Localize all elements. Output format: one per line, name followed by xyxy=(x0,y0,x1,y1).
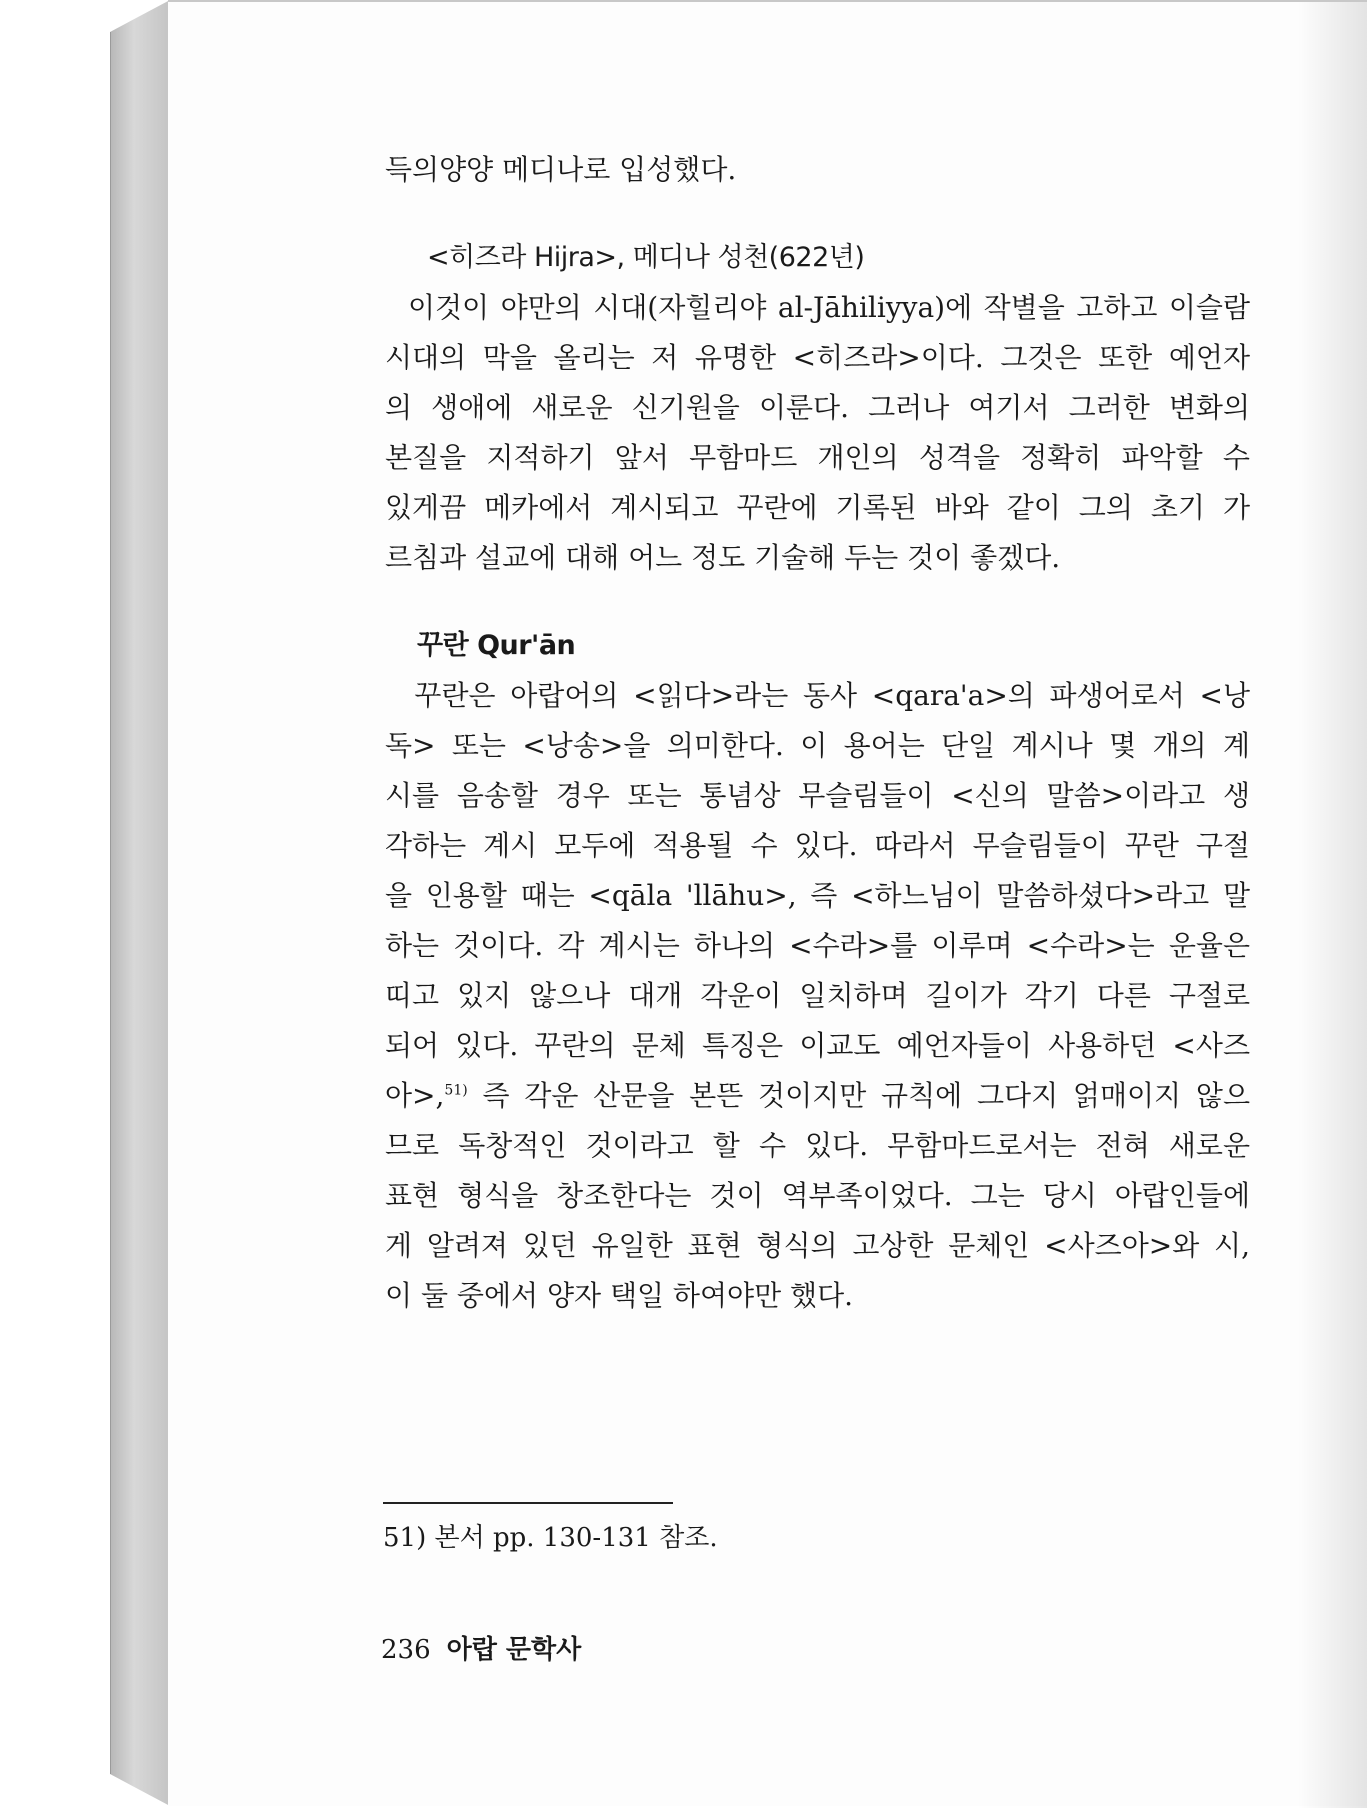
footnote-rule xyxy=(383,1502,673,1504)
footnote: 51) 본서 pp. 130-131 참조. xyxy=(383,1523,718,1553)
footnote-ref: 51) xyxy=(444,1082,468,1099)
text-fragment: 즉 각운 산문을 본뜬 것이지만 규칙에 그다지 얽매이지 않으 xyxy=(467,1079,1250,1112)
text-line: 띠고 있지 않으나 대개 각운이 일치하며 길이가 각기 다른 구절로 xyxy=(385,979,1250,1012)
text-line: 시대의 막을 올리는 저 유명한 <히즈라>이다. 그것은 또한 예언자 xyxy=(385,341,1250,374)
text-fragment: 아>, xyxy=(385,1079,445,1112)
spine-edge xyxy=(110,32,111,1774)
text-line: 꾸란은 아랍어의 <읽다>라는 동사 <qara'a>의 파생어로서 <낭 xyxy=(385,679,1250,712)
text-line: 므로 독창적인 것이라고 할 수 있다. 무함마드로서는 전혀 새로운 xyxy=(385,1129,1250,1162)
text-line: 되어 있다. 꾸란의 문체 특징은 이교도 예언자들이 사용하던 <사즈 xyxy=(385,1029,1250,1062)
text-line: 본질을 지적하기 앞서 무함마드 개인의 성격을 정확히 파악할 수 xyxy=(385,441,1250,474)
page-shadow xyxy=(1297,2,1367,1808)
text-line: 있게끔 메카에서 계시되고 꾸란에 기록된 바와 같이 그의 초기 가 xyxy=(385,491,1250,524)
text-line: 독> 또는 <낭송>을 의미한다. 이 용어는 단일 계시나 몇 개의 계 xyxy=(385,729,1250,762)
text-line: 이것이 야만의 시대(자힐리야 al-Jāhiliyya)에 작별을 고하고 이슬람 xyxy=(385,291,1250,324)
paragraph-quran xyxy=(385,671,1250,1321)
text-line: 하는 것이다. 각 계시는 하나의 <수라>를 이루며 <수라>는 운율은 xyxy=(385,929,1250,962)
section-heading-hijra: <히즈라 Hijra>, 메디나 성천(622년) xyxy=(427,242,865,273)
section-gap xyxy=(385,195,1250,233)
text-line: 을 인용할 때는 <qāla 'llāhu>, 즉 <하느님이 말씀하셨다>라고 말 xyxy=(385,879,1250,912)
text-line: 르침과 설교에 대해 어느 정도 기술해 두는 것이 좋겠다. xyxy=(385,541,1061,574)
lead-line: 득의양양 메디나로 입성했다. xyxy=(385,153,737,186)
running-title: 아랍 문학사 xyxy=(446,1635,582,1665)
section-gap xyxy=(385,583,1250,621)
text-line: 표현 형식을 창조한다는 것이 역부족이었다. 그는 당시 아랍인들에 xyxy=(385,1179,1250,1212)
text-line: 시를 음송할 경우 또는 통념상 무슬림들이 <신의 말씀>이라고 생 xyxy=(385,779,1250,812)
text-line: 의 생애에 새로운 신기원을 이룬다. 그러나 여기서 그러한 변화의 xyxy=(385,391,1250,424)
section-heading-quran: 꾸란 Qur'ān xyxy=(417,630,576,661)
book-spine xyxy=(110,0,170,1806)
page-body xyxy=(385,145,1250,1321)
text-line: 각하는 계시 모두에 적용될 수 있다. 따라서 무슬림들이 꾸란 구절 xyxy=(385,829,1250,862)
paragraph-hijra xyxy=(385,283,1250,583)
page-number: 236 xyxy=(381,1635,431,1665)
page-footer xyxy=(381,1630,581,1670)
text-line: 게 알려져 있던 유일한 표현 형식의 고상한 문체인 <사즈아>와 시, xyxy=(385,1229,1250,1262)
text-line: 이 둘 중에서 양자 택일 하여야만 했다. xyxy=(385,1279,854,1312)
text-line-with-footnote xyxy=(385,1071,1250,1121)
